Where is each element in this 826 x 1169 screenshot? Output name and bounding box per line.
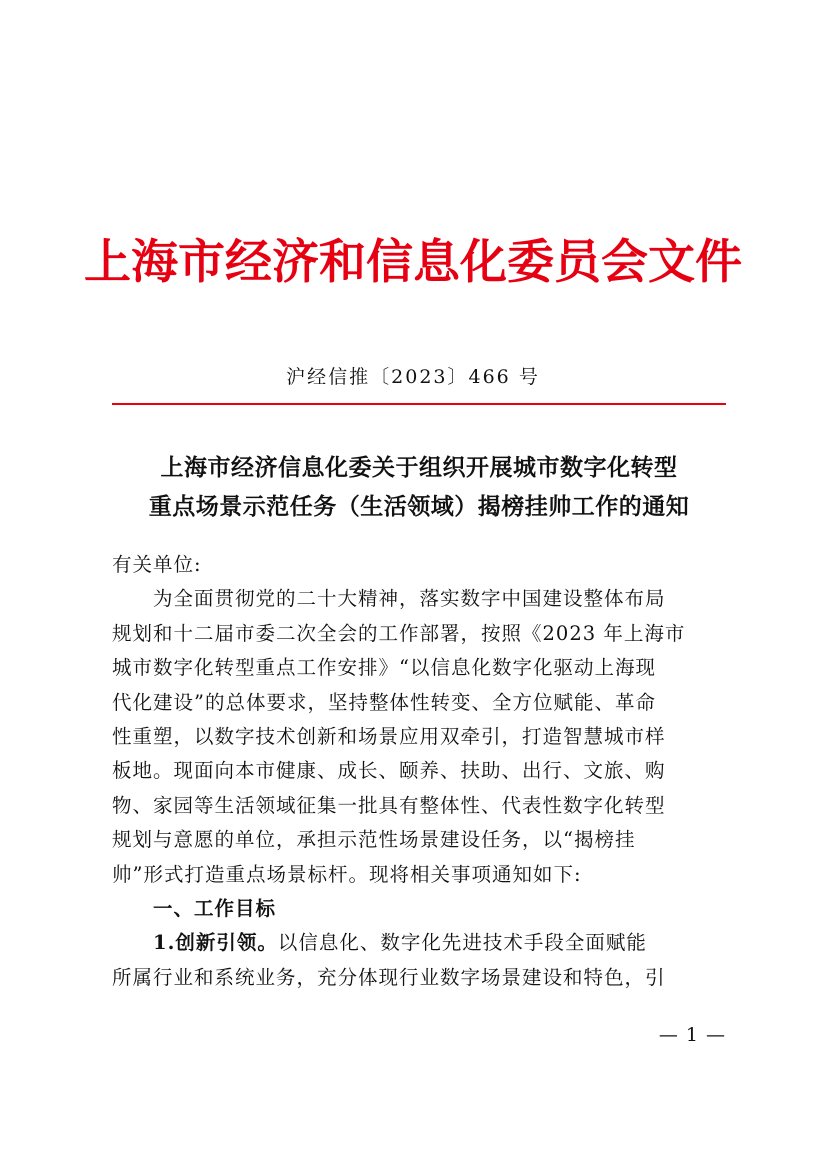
paragraph-line: 帅”形式打造重点场景标杆。现将相关事项通知如下:	[112, 862, 582, 886]
item-1-text: 以信息化、数字化先进技术手段全面赋能	[277, 931, 647, 955]
paragraph-line: 性重塑，以数字技术创新和场景应用双牵引，打造智慧城市样	[112, 725, 666, 749]
item-1-line-1	[112, 926, 718, 960]
item-1-line-2: 所属行业和系统业务，充分体现行业数字场景建设和特色，引	[112, 965, 666, 989]
paragraph-line: 物、家园等生活领域征集一批具有整体性、代表性数字化转型	[112, 793, 666, 817]
letterhead-title: 上海市经济和信息化委员会文件	[84, 235, 742, 290]
paragraph-line: 城市数字化转型重点工作安排》“以信息化数字化驱动上海现	[112, 656, 656, 680]
page-number: — 1 —	[658, 1024, 726, 1046]
document-number: 沪经信推〔2023〕466 号	[286, 366, 540, 388]
notice-title-line-2: 重点场景示范任务（生活领域）揭榜挂帅工作的通知	[148, 493, 690, 520]
paragraph-line: 规划与意愿的单位，承担示范性场景建设任务，以“揭榜挂	[112, 828, 636, 852]
salutation: 有关单位:	[112, 553, 202, 576]
document-body	[112, 548, 718, 995]
notice-title	[100, 448, 738, 526]
item-1-label: 1.创新引领。	[153, 931, 278, 955]
paragraph-line: 为全面贯彻党的二十大精神，落实数字中国建设整体布局	[153, 587, 666, 611]
section-heading-goals: 一、工作目标	[153, 897, 277, 921]
paragraph-line: 板地。现面向本市健康、成长、颐养、扶助、出行、文旅、购	[112, 759, 666, 783]
paragraph-line: 规划和十二届市委二次全会的工作部署，按照《2023 年上海市	[112, 621, 686, 645]
red-divider-line	[112, 403, 726, 405]
notice-title-line-1: 上海市经济信息化委关于组织开展城市数字化转型	[160, 454, 678, 481]
paragraph-line: 代化建设”的总体要求，坚持整体性转变、全方位赋能、革命	[112, 690, 656, 714]
